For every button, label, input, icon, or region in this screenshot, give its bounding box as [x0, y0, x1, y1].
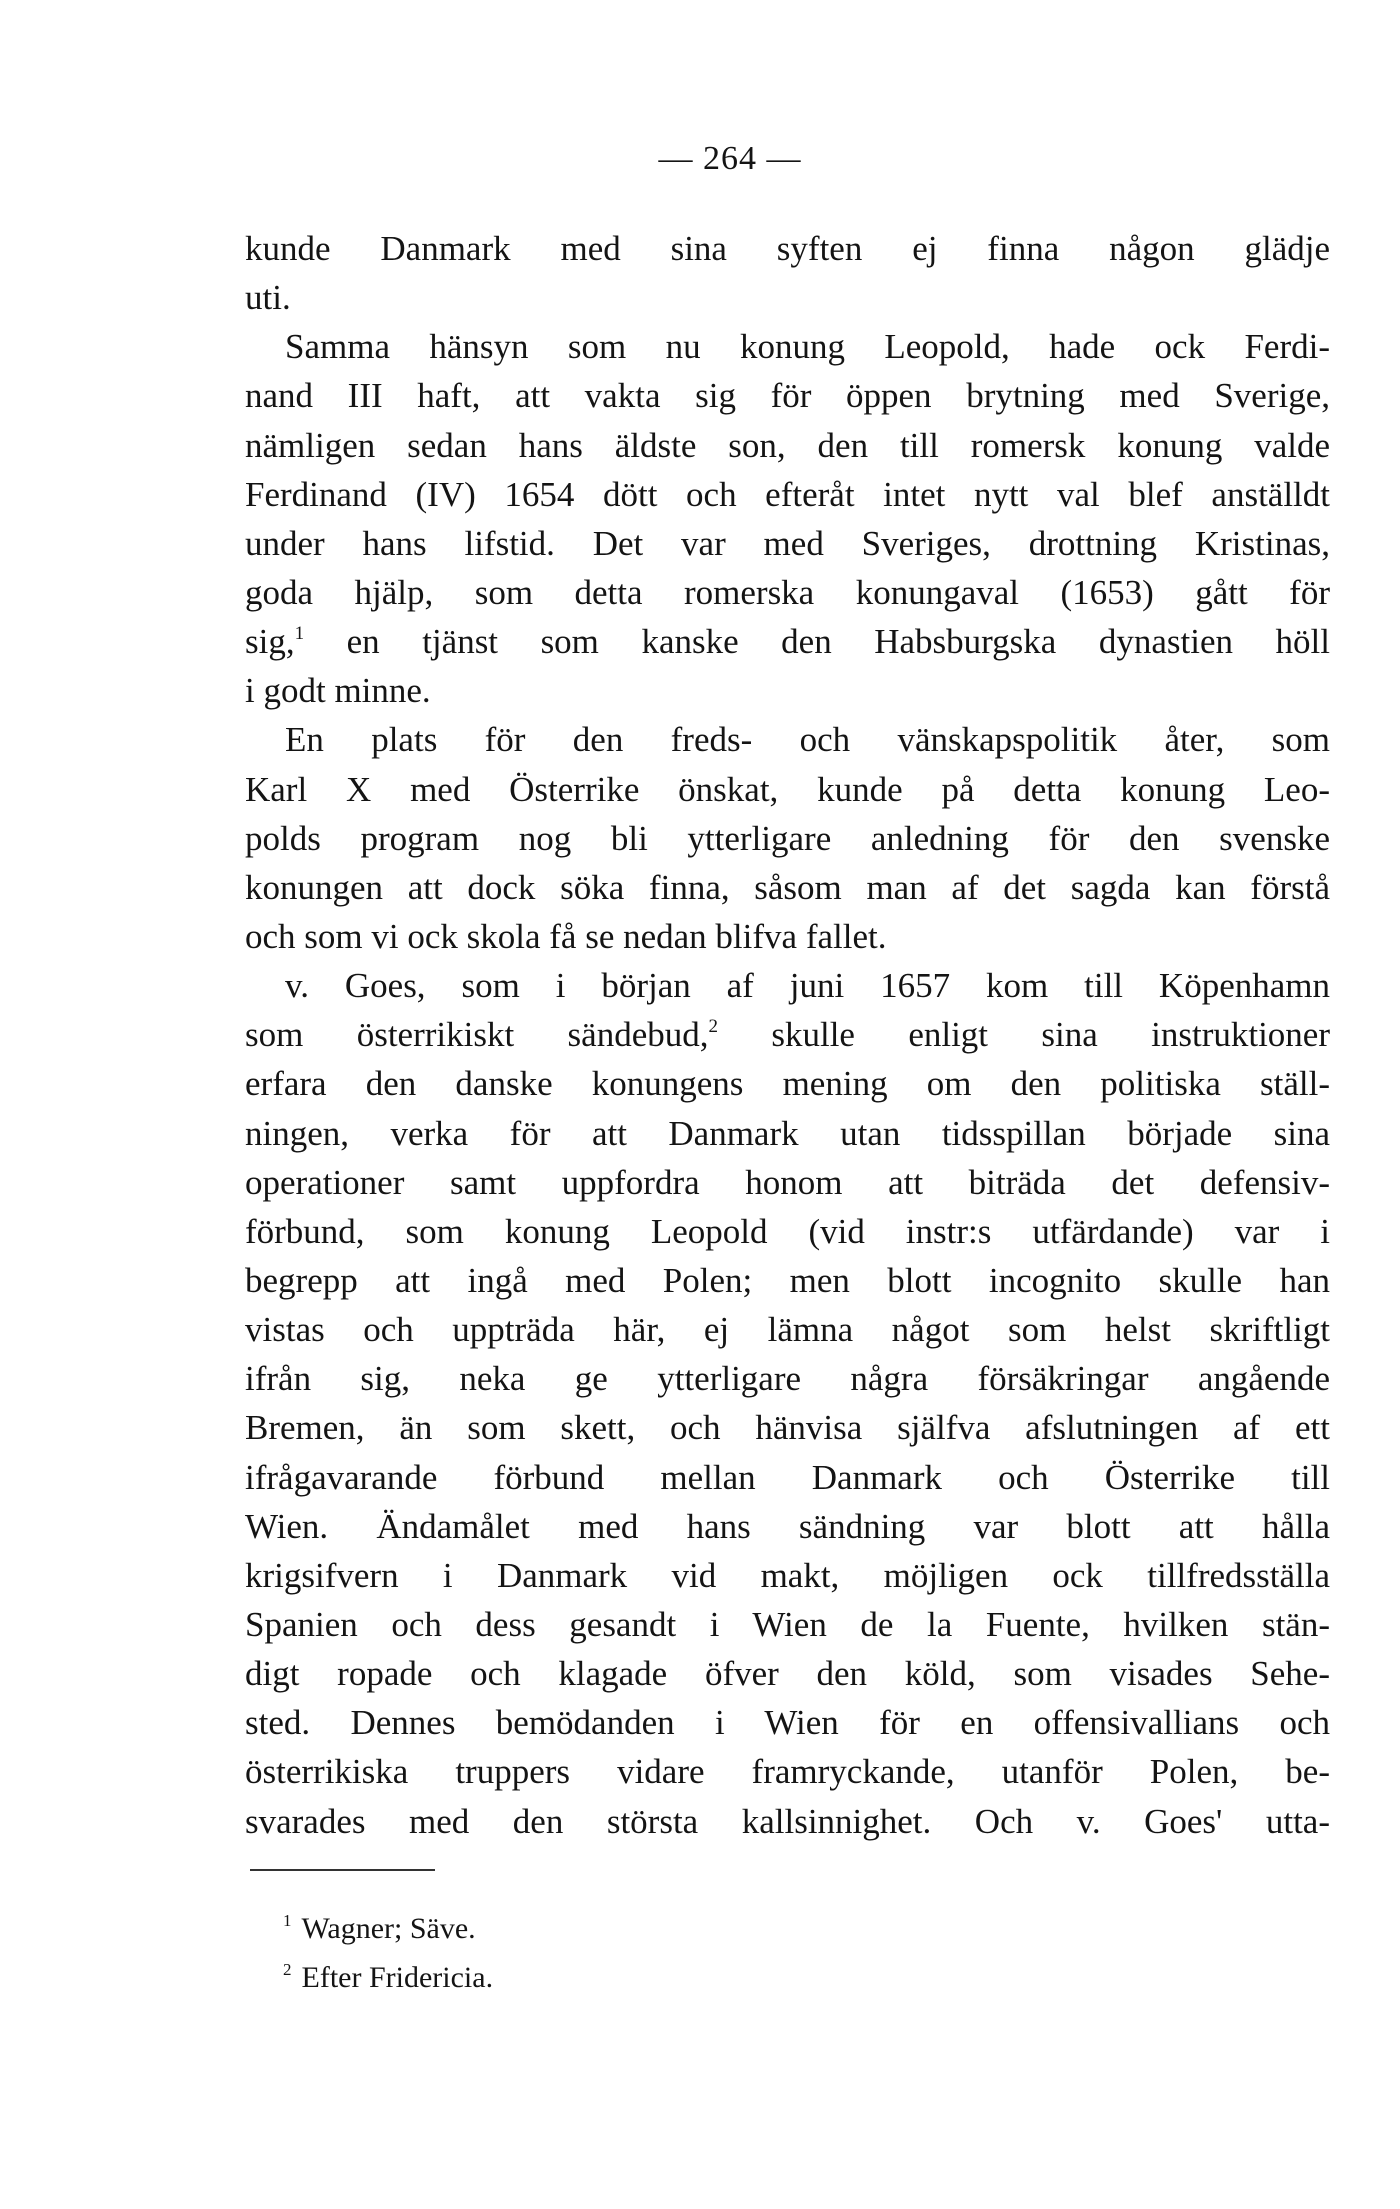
footnote-word: som österrikiskt sändebud, [245, 1015, 709, 1055]
text-line: polds program nog bli ytterligare anledning för den svenske [245, 818, 1330, 858]
text-line: ifrån sig, neka ge ytterligare några försäkringar angående [245, 1359, 1330, 1399]
text-line: svarades med den största kallsinnighet. Och v. Goes' utta- [245, 1801, 1330, 1841]
page-number: — 264 — [658, 140, 802, 177]
text-line: Ferdinand (IV) 1654 dött och efteråt intet nytt val blef anställdt [245, 474, 1330, 514]
text-line: under hans lifstid. Det var med Sveriges, drottning Kristinas, [245, 523, 1330, 563]
text-line: ifrågavarande förbund mellan Danmark och Österrike till [245, 1457, 1330, 1497]
text-line: nämligen sedan hans äldste son, den till romersk konung valde [245, 425, 1330, 465]
text-line: krigsifvern i Danmark vid makt, möjligen ock tillfredsställa [245, 1555, 1330, 1595]
text-line: Samma hänsyn som nu konung Leopold, hade ock Ferdi- [285, 327, 1330, 367]
footnote [283, 1953, 983, 2002]
text-line: sted. Dennes bemödanden i Wien för en offensivallians och [245, 1703, 1330, 1743]
text-line: konungen att dock söka finna, såsom man af det sagda kan förstå [245, 867, 1330, 907]
footnote-marker: 2 [708, 1016, 718, 1038]
footnote-text: Wagner; Säve. [301, 1912, 476, 1945]
text-line: En plats för den freds- och vänskapspolitik åter, som [285, 720, 1330, 760]
footnote-divider [250, 1869, 435, 1871]
text-line-with-footnote [245, 1010, 1330, 1059]
text-line: förbund, som konung Leopold (vid instr:s utfärdande) var i [245, 1211, 1330, 1251]
text-line: och som vi ock skola få se nedan blifva fallet. [245, 916, 887, 956]
footnote-number: 2 [283, 1960, 292, 1979]
text-line: Wien. Ändamålet med hans sändning var blott att hålla [245, 1506, 1330, 1546]
text-line: kunde Danmark med sina syften ej finna någon glädje [245, 229, 1330, 268]
body-text [245, 224, 1330, 1846]
text-line: ningen, verka för att Danmark utan tidsspillan började sina [245, 1113, 1330, 1153]
text-line: Spanien och dess gesandt i Wien de la Fuente, hvilken stän- [245, 1604, 1330, 1644]
text-line: nand III haft, att vakta sig för öppen brytning med Sverige, [245, 376, 1330, 416]
text-line: operationer samt uppfordra honom att biträda det defensiv- [245, 1162, 1330, 1202]
text-line: vistas och uppträda här, ej lämna något som helst skriftligt [245, 1310, 1330, 1350]
footnotes [283, 1904, 983, 2002]
text-line: Karl X med Österrike önskat, kunde på detta konung Leo- [245, 769, 1330, 809]
text-line: Bremen, än som skett, och hänvisa själfva afslutningen af ett [245, 1408, 1330, 1448]
footnote-word: sig, [245, 622, 295, 662]
text-line: goda hjälp, som detta romerska konungaval (1653) gått för [245, 572, 1330, 612]
text-line: v. Goes, som i början af juni 1657 kom till Köpenhamn [285, 966, 1330, 1006]
text-line: begrepp att ingå med Polen; men blott incognito skulle han [245, 1260, 1330, 1300]
text-line: erfara den danske konungens mening om den politiska ställ- [245, 1064, 1330, 1104]
footnote [283, 1904, 983, 1953]
footnote-text: Efter Fridericia. [301, 1961, 494, 1994]
line-text: en tjänst som kanske den Habsburgska dynastien höll [346, 622, 1330, 662]
line-text: skulle enligt sina instruktioner [771, 1015, 1330, 1055]
text-line: digt ropade och klagade öfver den köld, som visades Sehe- [245, 1654, 1330, 1694]
text-line-with-footnote [245, 617, 1330, 666]
text-line: i godt minne. [245, 671, 431, 711]
text-line: österrikiska truppers vidare framryckande, utanför Polen, be- [245, 1752, 1330, 1792]
text-line: uti. [245, 278, 291, 318]
footnote-number: 1 [283, 1911, 292, 1930]
footnote-marker: 1 [294, 623, 305, 645]
